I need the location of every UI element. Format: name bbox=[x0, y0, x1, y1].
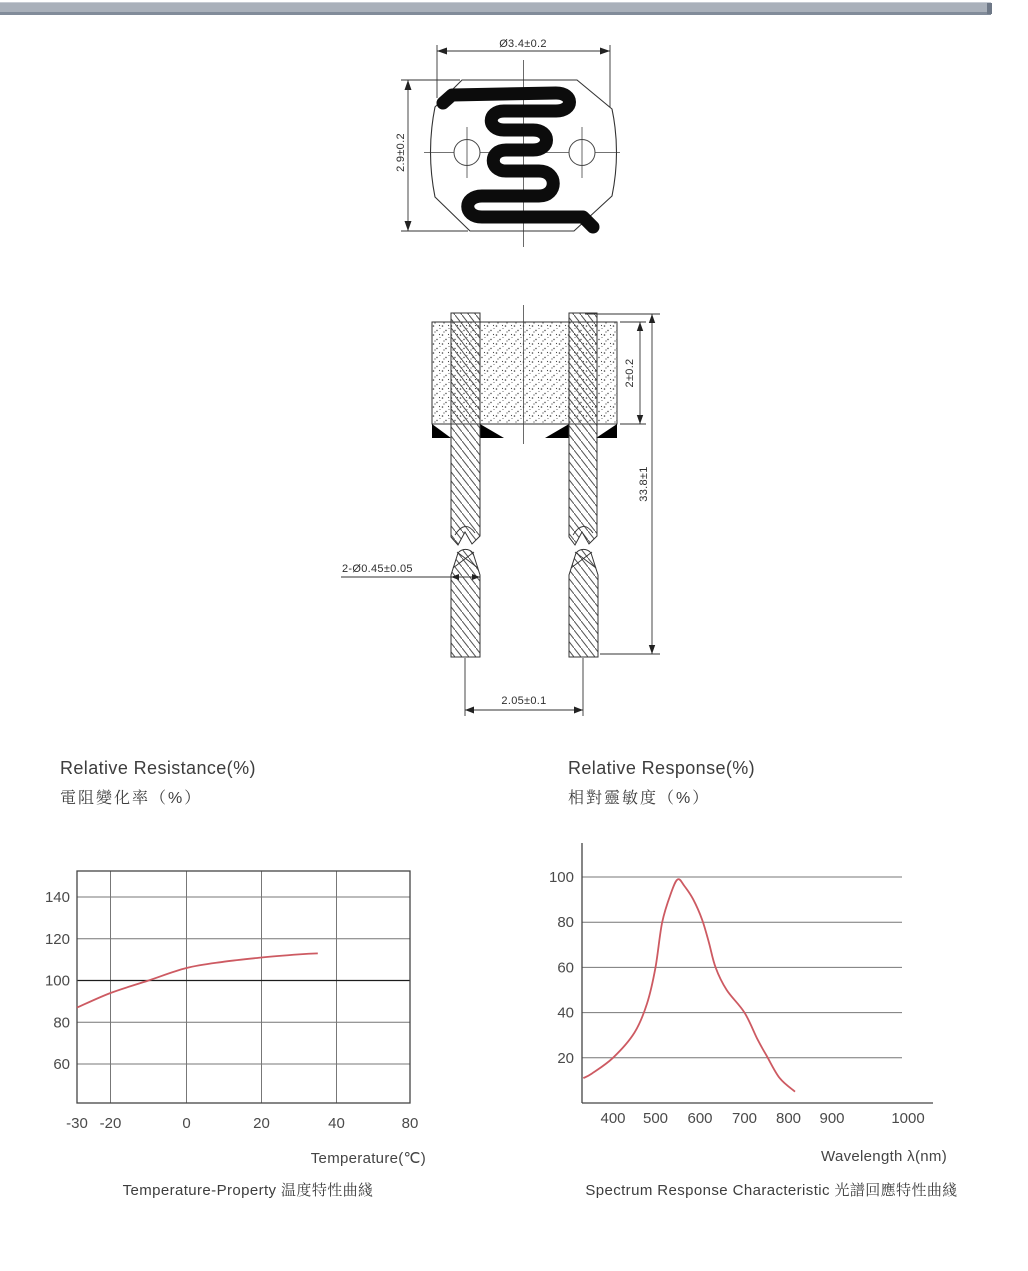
y-tick-label: 100 bbox=[548, 869, 574, 886]
dim-arrow bbox=[437, 48, 447, 55]
y-tick-label: 140 bbox=[44, 889, 70, 906]
lead-right-lower bbox=[569, 549, 598, 657]
top-view-height-dim: 2.9±0.2 bbox=[395, 133, 407, 172]
side-view-lead-diameter-dim: 2-Ø0.45±0.05 bbox=[342, 563, 413, 575]
x-tick-label: -20 bbox=[99, 1115, 122, 1132]
spectrum-chart-caption: Spectrum Response Characteristic 光譜回應特性曲綫 bbox=[585, 1182, 958, 1199]
x-tick-label: 700 bbox=[731, 1110, 758, 1127]
x-tick-label: 40 bbox=[328, 1115, 345, 1132]
x-tick-label: 0 bbox=[182, 1115, 191, 1132]
spectrum-curve bbox=[583, 879, 795, 1092]
lead-left-upper bbox=[451, 313, 480, 545]
side-view-lead-pitch-dim: 2.05±0.1 bbox=[501, 695, 547, 707]
top-view-diameter-dim: Ø3.4±0.2 bbox=[499, 38, 547, 50]
x-tick-label: 20 bbox=[253, 1115, 270, 1132]
spectrum-y-ticks bbox=[549, 869, 574, 1067]
spectrum-x-ticks bbox=[600, 1110, 924, 1127]
side-view-body-height-dim: 2±0.2 bbox=[624, 358, 636, 388]
x-tick-label: 600 bbox=[687, 1110, 713, 1127]
spectrum-chart-title-zh: 相對靈敏度（%） bbox=[568, 790, 711, 807]
spectrum-chart-title-en: Relative Response(%) bbox=[568, 758, 756, 778]
x-tick-label: 900 bbox=[819, 1110, 845, 1127]
x-tick-label: -30 bbox=[66, 1115, 88, 1132]
dim-arrow bbox=[600, 48, 610, 55]
temperature-chart-title-en: Relative Resistance(%) bbox=[60, 758, 256, 778]
temperature-chart bbox=[45, 871, 418, 1132]
y-tick-label: 20 bbox=[557, 1049, 574, 1067]
lead-right-upper bbox=[569, 313, 597, 545]
y-tick-label: 80 bbox=[557, 914, 574, 932]
x-tick-label: 800 bbox=[775, 1110, 802, 1127]
x-tick-label: 500 bbox=[642, 1110, 669, 1127]
side-view-drawing bbox=[341, 305, 660, 716]
spectrum-chart bbox=[549, 843, 933, 1127]
x-tick-label: 80 bbox=[401, 1115, 419, 1132]
temperature-x-ticks bbox=[66, 1115, 418, 1132]
y-tick-label: 80 bbox=[53, 1014, 70, 1032]
y-tick-label: 100 bbox=[44, 972, 70, 990]
y-tick-label: 120 bbox=[44, 930, 70, 948]
temperature-y-ticks bbox=[45, 889, 70, 1073]
side-view-lead-length-dim: 33.8±1 bbox=[638, 466, 650, 502]
x-tick-label: 1000 bbox=[891, 1110, 925, 1127]
temperature-chart-caption: Temperature-Property 温度特性曲綫 bbox=[122, 1182, 374, 1199]
x-tick-label: 400 bbox=[600, 1110, 626, 1127]
y-tick-label: 60 bbox=[557, 959, 574, 977]
y-tick-label: 60 bbox=[53, 1056, 70, 1073]
temperature-chart-title-zh: 電阻變化率（%） bbox=[60, 790, 203, 807]
lead-left-lower bbox=[451, 549, 480, 657]
y-tick-label: 40 bbox=[557, 1004, 574, 1022]
temperature-x-axis-label: Temperature(℃) bbox=[310, 1150, 426, 1167]
top-view-drawing bbox=[395, 38, 620, 247]
spectrum-x-axis-label: Wavelength λ(nm) bbox=[821, 1148, 947, 1165]
